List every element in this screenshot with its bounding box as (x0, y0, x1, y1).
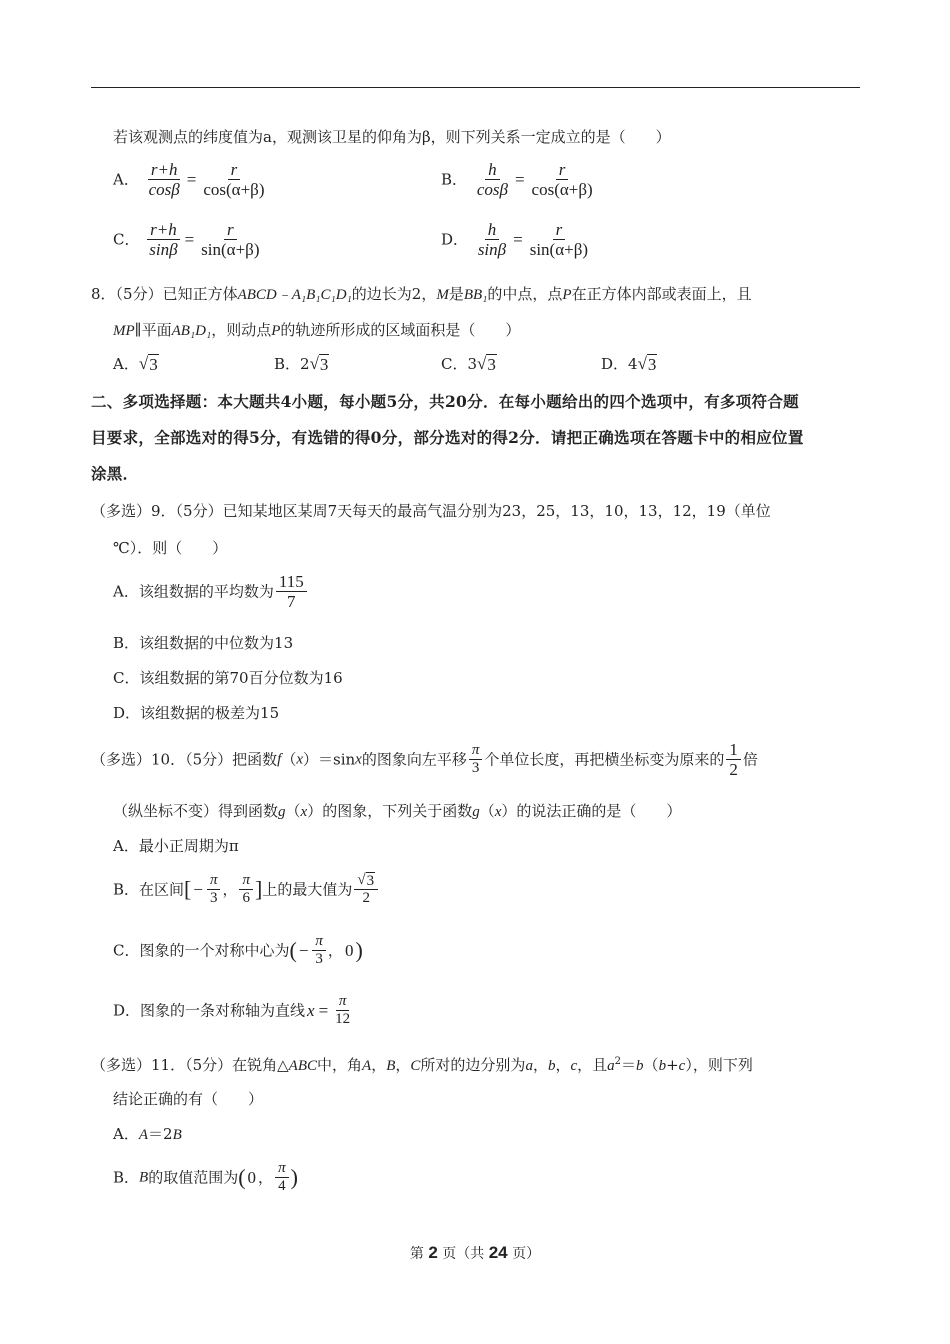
q9-option-a: A．该组数据的平均数为 $\frac{115}{7}$ (113, 572, 309, 611)
q8-option-a: A．√ 3 (113, 354, 158, 374)
q9-option-c: C．该组数据的第70百分位数为16 (113, 669, 343, 687)
page-number: 2 (428, 1243, 438, 1262)
option-label: D． (441, 230, 469, 249)
q9-option-b: B．该组数据的中位数为13 (113, 634, 294, 652)
page-total: 24 (488, 1243, 508, 1262)
fraction: $\frac{r+h}{\sin\beta}$ (146, 220, 180, 259)
q8-option-b: B．2√ 3 (274, 354, 329, 374)
fraction: $\frac{r}{\cos(\alpha+\beta)}$ (203, 160, 265, 199)
q9-line1: （多选）9．（5分）已知某地区某周7天每天的最高气温分别为23，25，13，10，13，12，19（单位 (91, 502, 771, 520)
fraction: $\frac{h}{\cos\beta}$ (476, 160, 508, 199)
fraction: $\frac{h}{\sin\beta}$ (477, 220, 507, 259)
fraction: $\frac{\pi}{3}$ (207, 872, 221, 907)
q8-option-c: C．3√ 3 (441, 354, 496, 374)
q7-option-a: A． $\frac{r+h}{\cos\beta}$ = $\frac{r}{\cos(\alpha+\beta)}$ (113, 160, 270, 199)
q10-option-d: D．图象的一条对称轴为直线 x = $\frac{\pi}{12}$ (113, 993, 355, 1028)
q10-option-b: B．在区间[ − $\frac{\pi}{3}$ ， $\frac{\pi}{6}$ ]上的最大值为 √ 3 2 (113, 872, 380, 907)
q10-option-a: A．最小正周期为π (113, 837, 239, 855)
q10-line1: （多选）10．（5分）把函数f（x）＝sinx的图象向左平移 $\frac{\pi}{3}$ 个单位长度，再把横坐标变为原来的 $\frac{1}{2}$ 倍 (91, 740, 758, 779)
q7-option-c: C． $\frac{r+h}{\sin\beta}$ = $\frac{r}{\sin(\alpha+\beta)}$ (113, 220, 264, 259)
q8-line2: MP∥平面AB₁D₁，则动点P的轨迹所形成的区域面积是（ ） (113, 321, 521, 339)
option-label: C． (113, 230, 140, 249)
q8-option-d: D．4√ 3 (601, 354, 657, 374)
sqrt: √ 3 (477, 354, 496, 374)
fraction: √ 3 2 (354, 872, 378, 907)
fraction: $\frac{115}{7}$ (276, 572, 307, 611)
q7-stem-text: 若该观测点的纬度值为a，观测该卫星的仰角为β，则下列关系一定成立的是（ ） (113, 128, 671, 146)
q11-option-a: A．A＝2B (113, 1125, 182, 1143)
fraction: $\frac{r}{\sin(\alpha+\beta)}$ (201, 220, 260, 259)
section-heading-line1: 二、多项选择题：本大题共4小题，每小题5分，共20分．在每小题给出的四个选项中，有多项符合题 (91, 392, 799, 411)
q7-option-d: D． $\frac{h}{\sin\beta}$ = $\frac{r}{\sin(\alpha+\beta)}$ (441, 220, 593, 259)
sqrt: √ 3 (138, 354, 158, 374)
section-heading-line2: 目要求，全部选对的得5分，有选错的得0分，部分选对的得2分．请把正确选项在答题卡中的相应位置 (91, 428, 804, 447)
fraction: $\frac{r}{\sin(\alpha+\beta)}$ (529, 220, 589, 259)
section-heading-line3: 涂黑． (91, 464, 139, 483)
q11-line1: （多选）11．（5分）在锐角△ABC中，角A，B，C所对的边分别为a，b，c，且$a^2=b(b+c)$，则下列 (91, 1056, 753, 1074)
sqrt: √ 3 (309, 354, 329, 374)
fraction: $\frac{r}{\cos(\alpha+\beta)}$ (531, 160, 593, 199)
fraction: $\frac{\pi}{12}$ (335, 993, 351, 1027)
fraction: $\frac{r+h}{\cos\beta}$ (148, 160, 180, 199)
sqrt: √ 3 (637, 354, 657, 374)
q10-option-c: C．图象的一个对称中心为( − $\frac{\pi}{3}$ ， 0) (113, 933, 363, 967)
q9-option-d: D．该组数据的极差为15 (113, 704, 280, 722)
q9-line2: ℃）．则（ ） (113, 539, 228, 557)
fraction: $\frac{\pi}{3}$ (312, 933, 326, 968)
option-label: A． (113, 170, 139, 189)
q8-line1: 8．（5分）已知正方体ABCD﹣A₁B₁C₁D₁的边长为2，M是BB₁的中点，点P在正方体内部或表面上，且 (91, 285, 752, 303)
fraction: $\frac{\pi}{3}$ (469, 742, 483, 777)
fraction: $\frac{\pi}{4}$ (275, 1160, 289, 1195)
fraction: $\frac{1}{2}$ (726, 740, 741, 779)
page-footer: 第 2 页（共 24 页） (409, 1243, 541, 1262)
header-rule (91, 87, 860, 88)
fraction: $\frac{\pi}{6}$ (239, 872, 253, 907)
q7-stem (113, 127, 671, 147)
q11-option-b: B．B的取值范围为( 0 ， $\frac{\pi}{4}$ ) (113, 1160, 298, 1194)
q11-line2: 结论正确的有（ ） (113, 1090, 264, 1108)
q7-option-b: B． $\frac{h}{\cos\beta}$ = $\frac{r}{\cos(\alpha+\beta)}$ (441, 160, 598, 199)
option-label: B． (441, 170, 468, 189)
q10-line2: （纵坐标不变）得到函数g（x）的图象，下列关于函数g（x）的说法正确的是（ ） (113, 802, 682, 820)
